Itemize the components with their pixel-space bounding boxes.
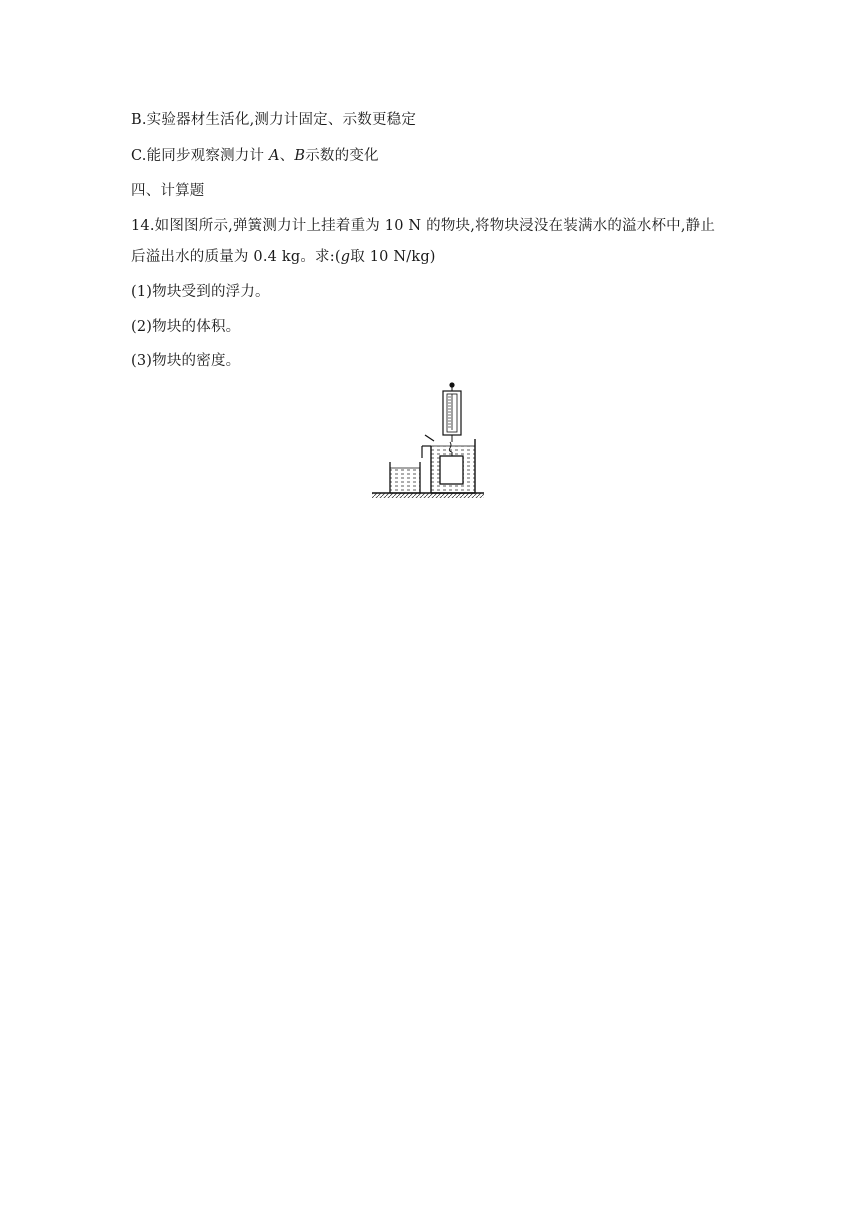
option-c-suffix: 示数的变化 [305,148,379,164]
question-2: (2)物块的体积。 [131,319,241,335]
option-c-letter-b: B [294,148,306,164]
beaker [390,462,420,493]
option-c-prefix: C.能同步观察测力计 [131,148,269,164]
problem-14-line-2 [131,247,436,267]
question-1: (1)物块受到的浮力。 [131,284,270,300]
problem-14-line-2-suffix: 取 10 N/kg) [350,249,436,265]
question-3: (3)物块的密度。 [131,353,241,369]
ground [372,493,484,498]
diagram-svg [370,380,490,504]
option-c [131,146,379,166]
option-b: B.实验器材生活化,测力计固定、示数更稳定 [131,112,417,128]
spring-scale-overflow-cup-diagram [370,380,490,504]
section-title: 四、计算题 [131,183,205,199]
spring-scale [443,382,461,456]
problem-14-line-1: 14.如图图所示,弹簧测力计上挂着重为 10 N 的物块,将物块浸没在装满水的溢水杯中,静止 [131,218,716,234]
option-c-separator: 、 [279,148,295,164]
option-c-letter-a: A [269,148,280,164]
problem-14-line-2-prefix: 后溢出水的质量为 0.4 kg。求:( [131,249,341,265]
block [440,456,463,484]
gravity-symbol: g [340,249,351,265]
